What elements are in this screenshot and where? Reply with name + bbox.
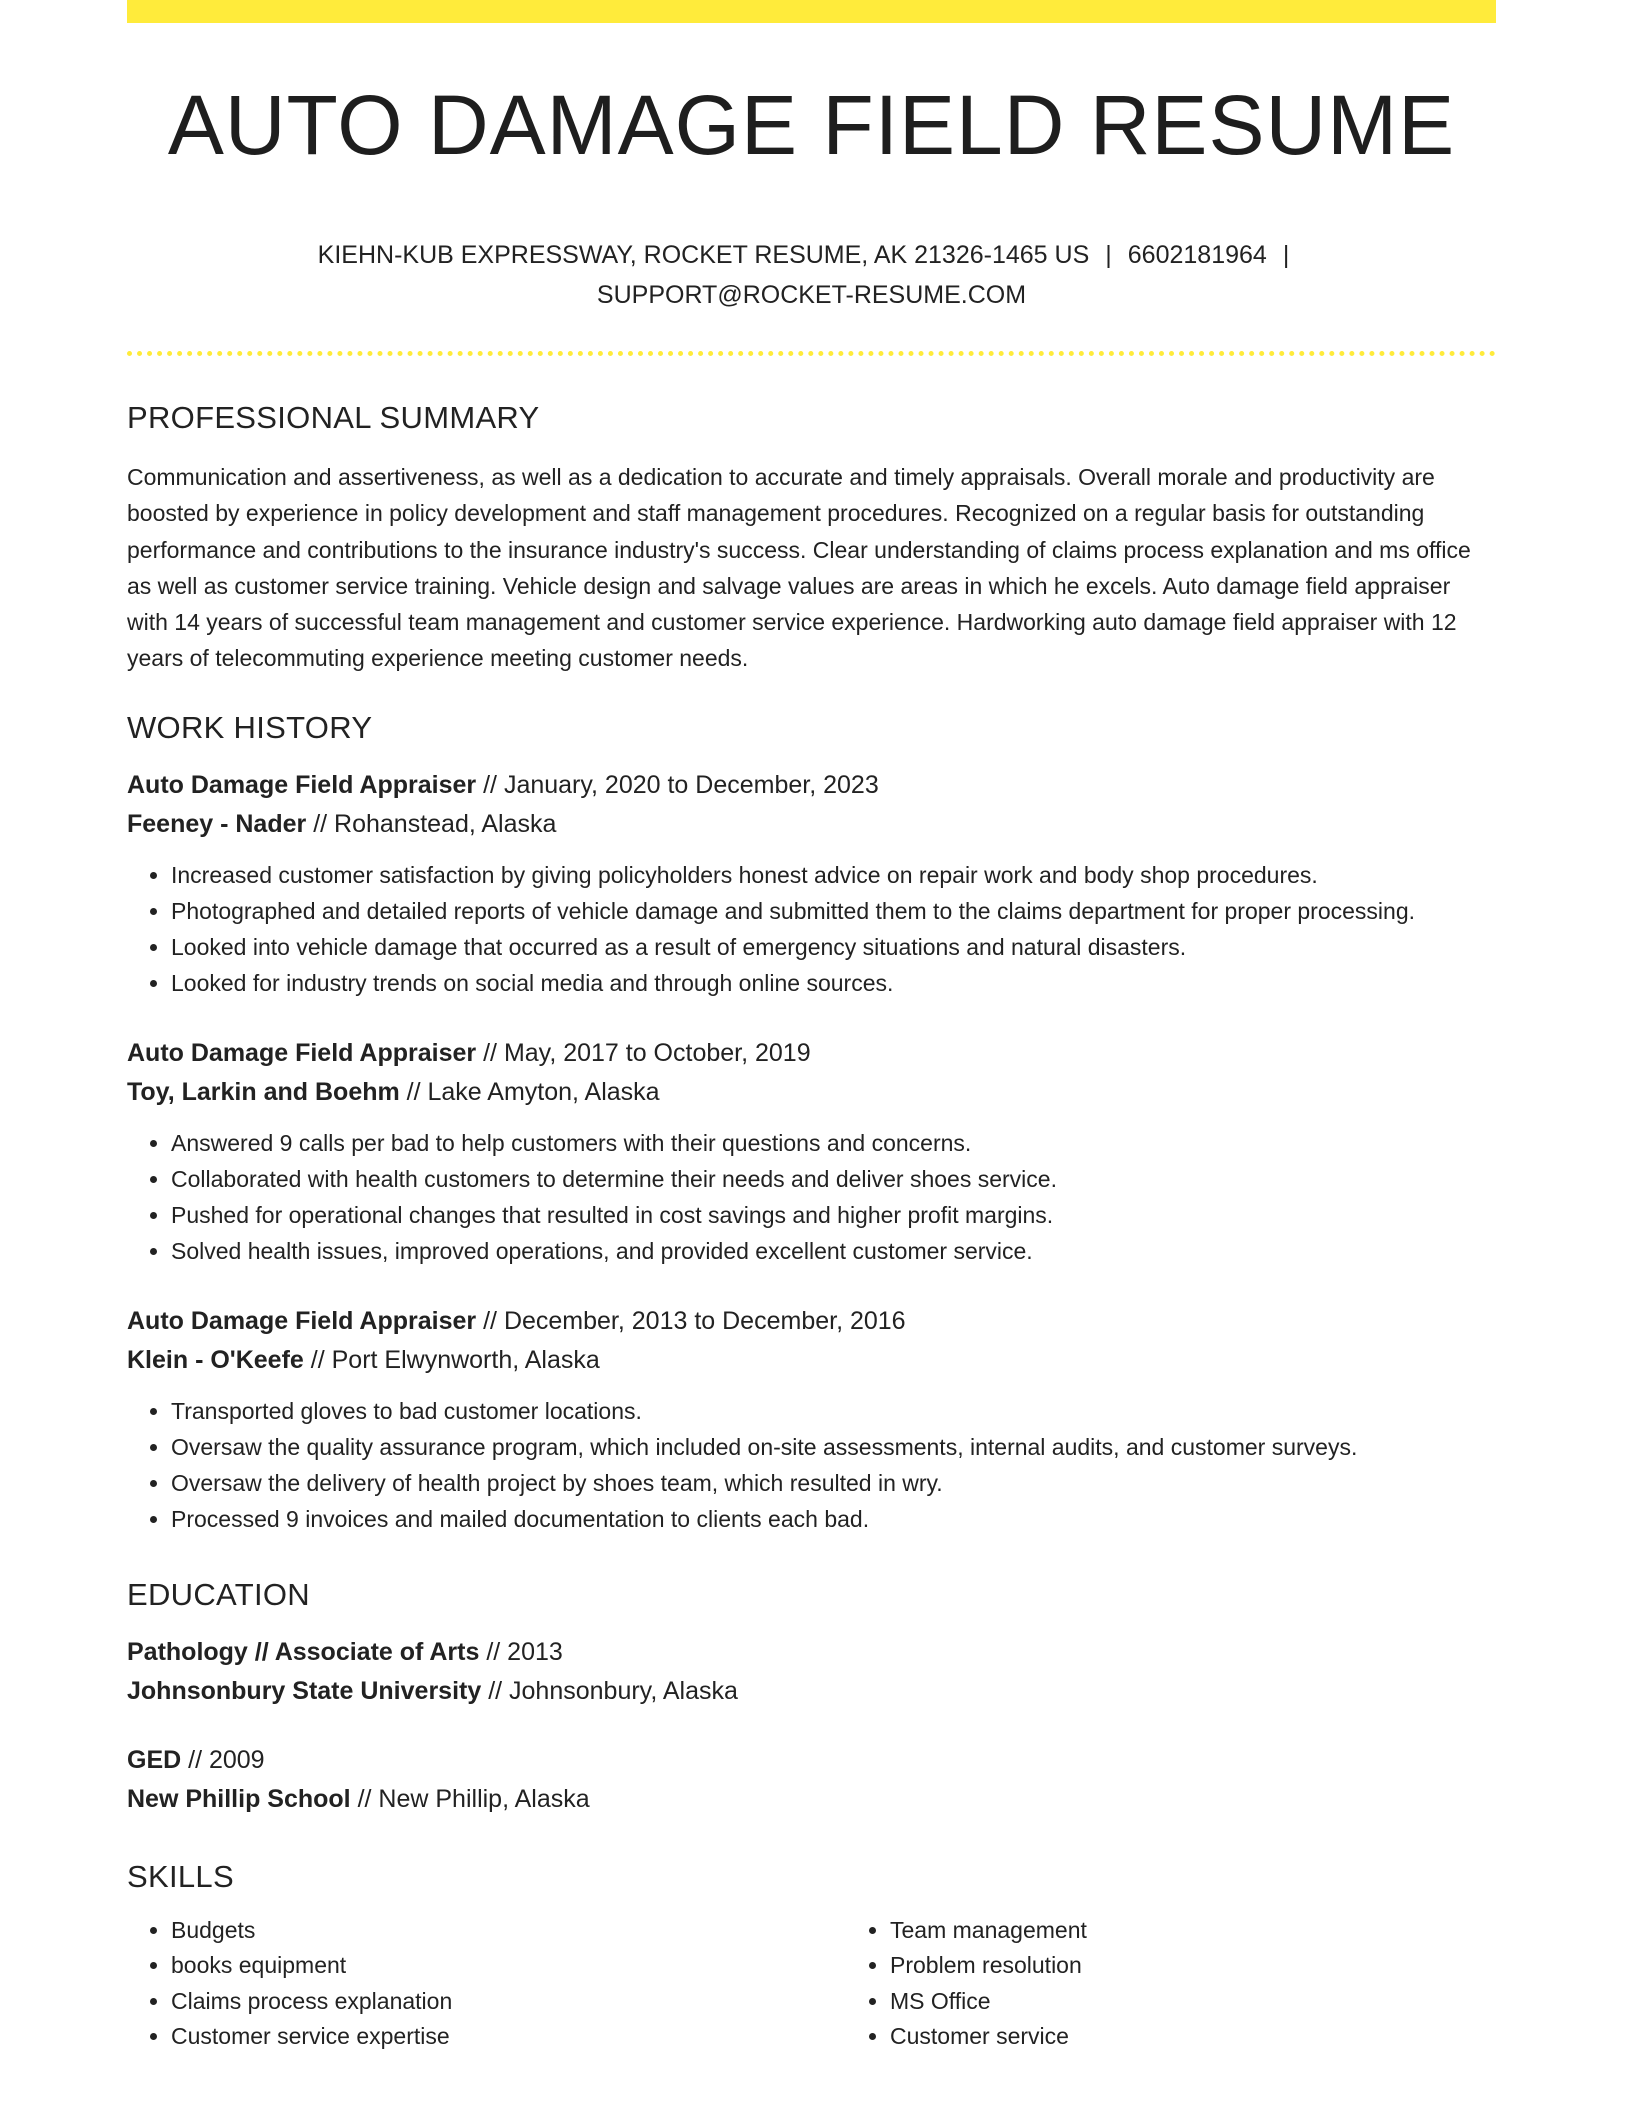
education-location: // New Phillip, Alaska — [350, 1784, 590, 1813]
job-company-line — [127, 1341, 1496, 1380]
list-item: • Pushed for operational changes that resulted in cost savings and higher profit margins. — [171, 1197, 1496, 1233]
summary-text: Communication and assertiveness, as well as a dedication to accurate and timely appraisals. Overall morale and productivity are boosted by experience in policy development and staff management procedures. Recognized on a regular basis for outstanding performance and contributions to the insurance industry's success. Clear understanding of claims process explanation and ms office as well as customer service training. Vehicle design and salvage values are areas in which he excels. Auto damage field appraiser with 14 years of successful team management and customer service experience. Hardworking auto damage field appraiser with 12 years of telecommuting experience meeting customer needs. — [127, 464, 1471, 672]
education-school: Johnsonbury State University — [127, 1676, 482, 1705]
job-role: Auto Damage Field Appraiser — [127, 1038, 477, 1067]
list-item: • Oversaw the quality assurance program, which included on-site assessments, internal audits, and customer surveys. — [171, 1429, 1496, 1465]
list-item: • Oversaw the delivery of health project by shoes team, which resulted in wry. — [171, 1465, 1496, 1501]
job-role: Auto Damage Field Appraiser — [127, 770, 477, 799]
list-item: • Increased customer satisfaction by giving policyholders honest advice on repair work and body shop procedures. — [171, 857, 1496, 893]
phone: 6602181964 — [1127, 241, 1267, 269]
job-location: // Rohanstead, Alaska — [306, 809, 557, 838]
contact-info — [127, 235, 1496, 315]
list-item: • books equipment — [171, 1948, 846, 1984]
list-item: • Looked for industry trends on social media and through online sources. — [171, 965, 1496, 1001]
contact-separator: | — [1105, 241, 1112, 269]
job-role-line — [127, 766, 1496, 805]
job-entry — [127, 1034, 1496, 1269]
resume-page — [127, 0, 1496, 2055]
job-entry — [127, 1302, 1496, 1537]
list-item: • Team management — [890, 1913, 1496, 1949]
contact-line-2 — [127, 275, 1496, 315]
job-company-line — [127, 1073, 1496, 1112]
job-company: Toy, Larkin and Boehm — [127, 1077, 400, 1106]
job-role-line — [127, 1302, 1496, 1341]
dotted-divider — [127, 351, 1496, 356]
education-year: // 2013 — [479, 1637, 563, 1666]
job-company: Klein - O'Keefe — [127, 1345, 304, 1374]
education-entry — [127, 1633, 1496, 1711]
contact-separator: | — [1282, 241, 1290, 269]
job-dates: // January, 2020 to December, 2023 — [476, 770, 879, 799]
list-item: • MS Office — [890, 1984, 1496, 2020]
list-item: • Photographed and detailed reports of vehicle damage and submitted them to the claims department for proper processing. — [171, 893, 1496, 929]
section-title-skills: SKILLS — [127, 1858, 234, 1894]
resume-title: AUTO DAMAGE FIELD RESUME — [167, 78, 1456, 172]
education-entry — [127, 1741, 1496, 1819]
list-item: • Processed 9 invoices and mailed documentation to clients each bad. — [171, 1501, 1496, 1537]
education-school-line — [127, 1780, 1496, 1819]
job-company: Feeney - Nader — [127, 809, 307, 838]
skills-column-right — [846, 1913, 1496, 2055]
job-role-line — [127, 1034, 1496, 1073]
list-item: • Answered 9 calls per bad to help customers with their questions and concerns. — [171, 1125, 1496, 1161]
education-degree-line — [127, 1633, 1496, 1672]
job-bullets — [127, 1393, 1496, 1537]
address: KIEHN-KUB EXPRESSWAY, ROCKET RESUME, AK 21326-1465 US — [317, 241, 1090, 269]
skills-list — [127, 1913, 1496, 2055]
job-location: // Port Elwynworth, Alaska — [303, 1345, 600, 1374]
list-item: • Solved health issues, improved operations, and provided excellent customer service. — [171, 1233, 1496, 1269]
list-item: • Problem resolution — [890, 1948, 1496, 1984]
education-degree-line — [127, 1741, 1496, 1780]
job-location: // Lake Amyton, Alaska — [399, 1077, 660, 1106]
job-bullets — [127, 1125, 1496, 1269]
list-item: • Collaborated with health customers to determine their needs and deliver shoes service. — [171, 1161, 1496, 1197]
education-location: // Johnsonbury, Alaska — [481, 1676, 738, 1705]
job-entry — [127, 766, 1496, 1001]
section-title-work-history: WORK HISTORY — [127, 709, 373, 745]
list-item: • Looked into vehicle damage that occurred as a result of emergency situations and natural disasters. — [171, 929, 1496, 965]
accent-top-bar — [127, 0, 1496, 23]
list-item: • Claims process explanation — [171, 1984, 846, 2020]
contact-line-1 — [127, 235, 1496, 275]
education-school: New Phillip School — [127, 1784, 351, 1813]
job-company-line — [127, 805, 1496, 844]
job-role: Auto Damage Field Appraiser — [127, 1306, 477, 1335]
education-degree: Pathology // Associate of Arts — [127, 1637, 480, 1666]
email: SUPPORT@ROCKET-RESUME.COM — [596, 281, 1027, 309]
list-item: • Budgets — [171, 1913, 846, 1949]
job-dates: // May, 2017 to October, 2019 — [476, 1038, 811, 1067]
section-title-education: EDUCATION — [127, 1576, 310, 1612]
education-degree: GED — [127, 1745, 182, 1774]
list-item: • Customer service — [890, 2019, 1496, 2055]
job-dates: // December, 2013 to December, 2016 — [476, 1306, 906, 1335]
skills-column-left — [127, 1913, 846, 2055]
list-item: • Transported gloves to bad customer locations. — [171, 1393, 1496, 1429]
education-school-line — [127, 1672, 1496, 1711]
list-item: • Customer service expertise — [171, 2019, 846, 2055]
education-year: // 2009 — [181, 1745, 265, 1774]
job-bullets — [127, 857, 1496, 1001]
section-title-summary: PROFESSIONAL SUMMARY — [127, 400, 540, 435]
